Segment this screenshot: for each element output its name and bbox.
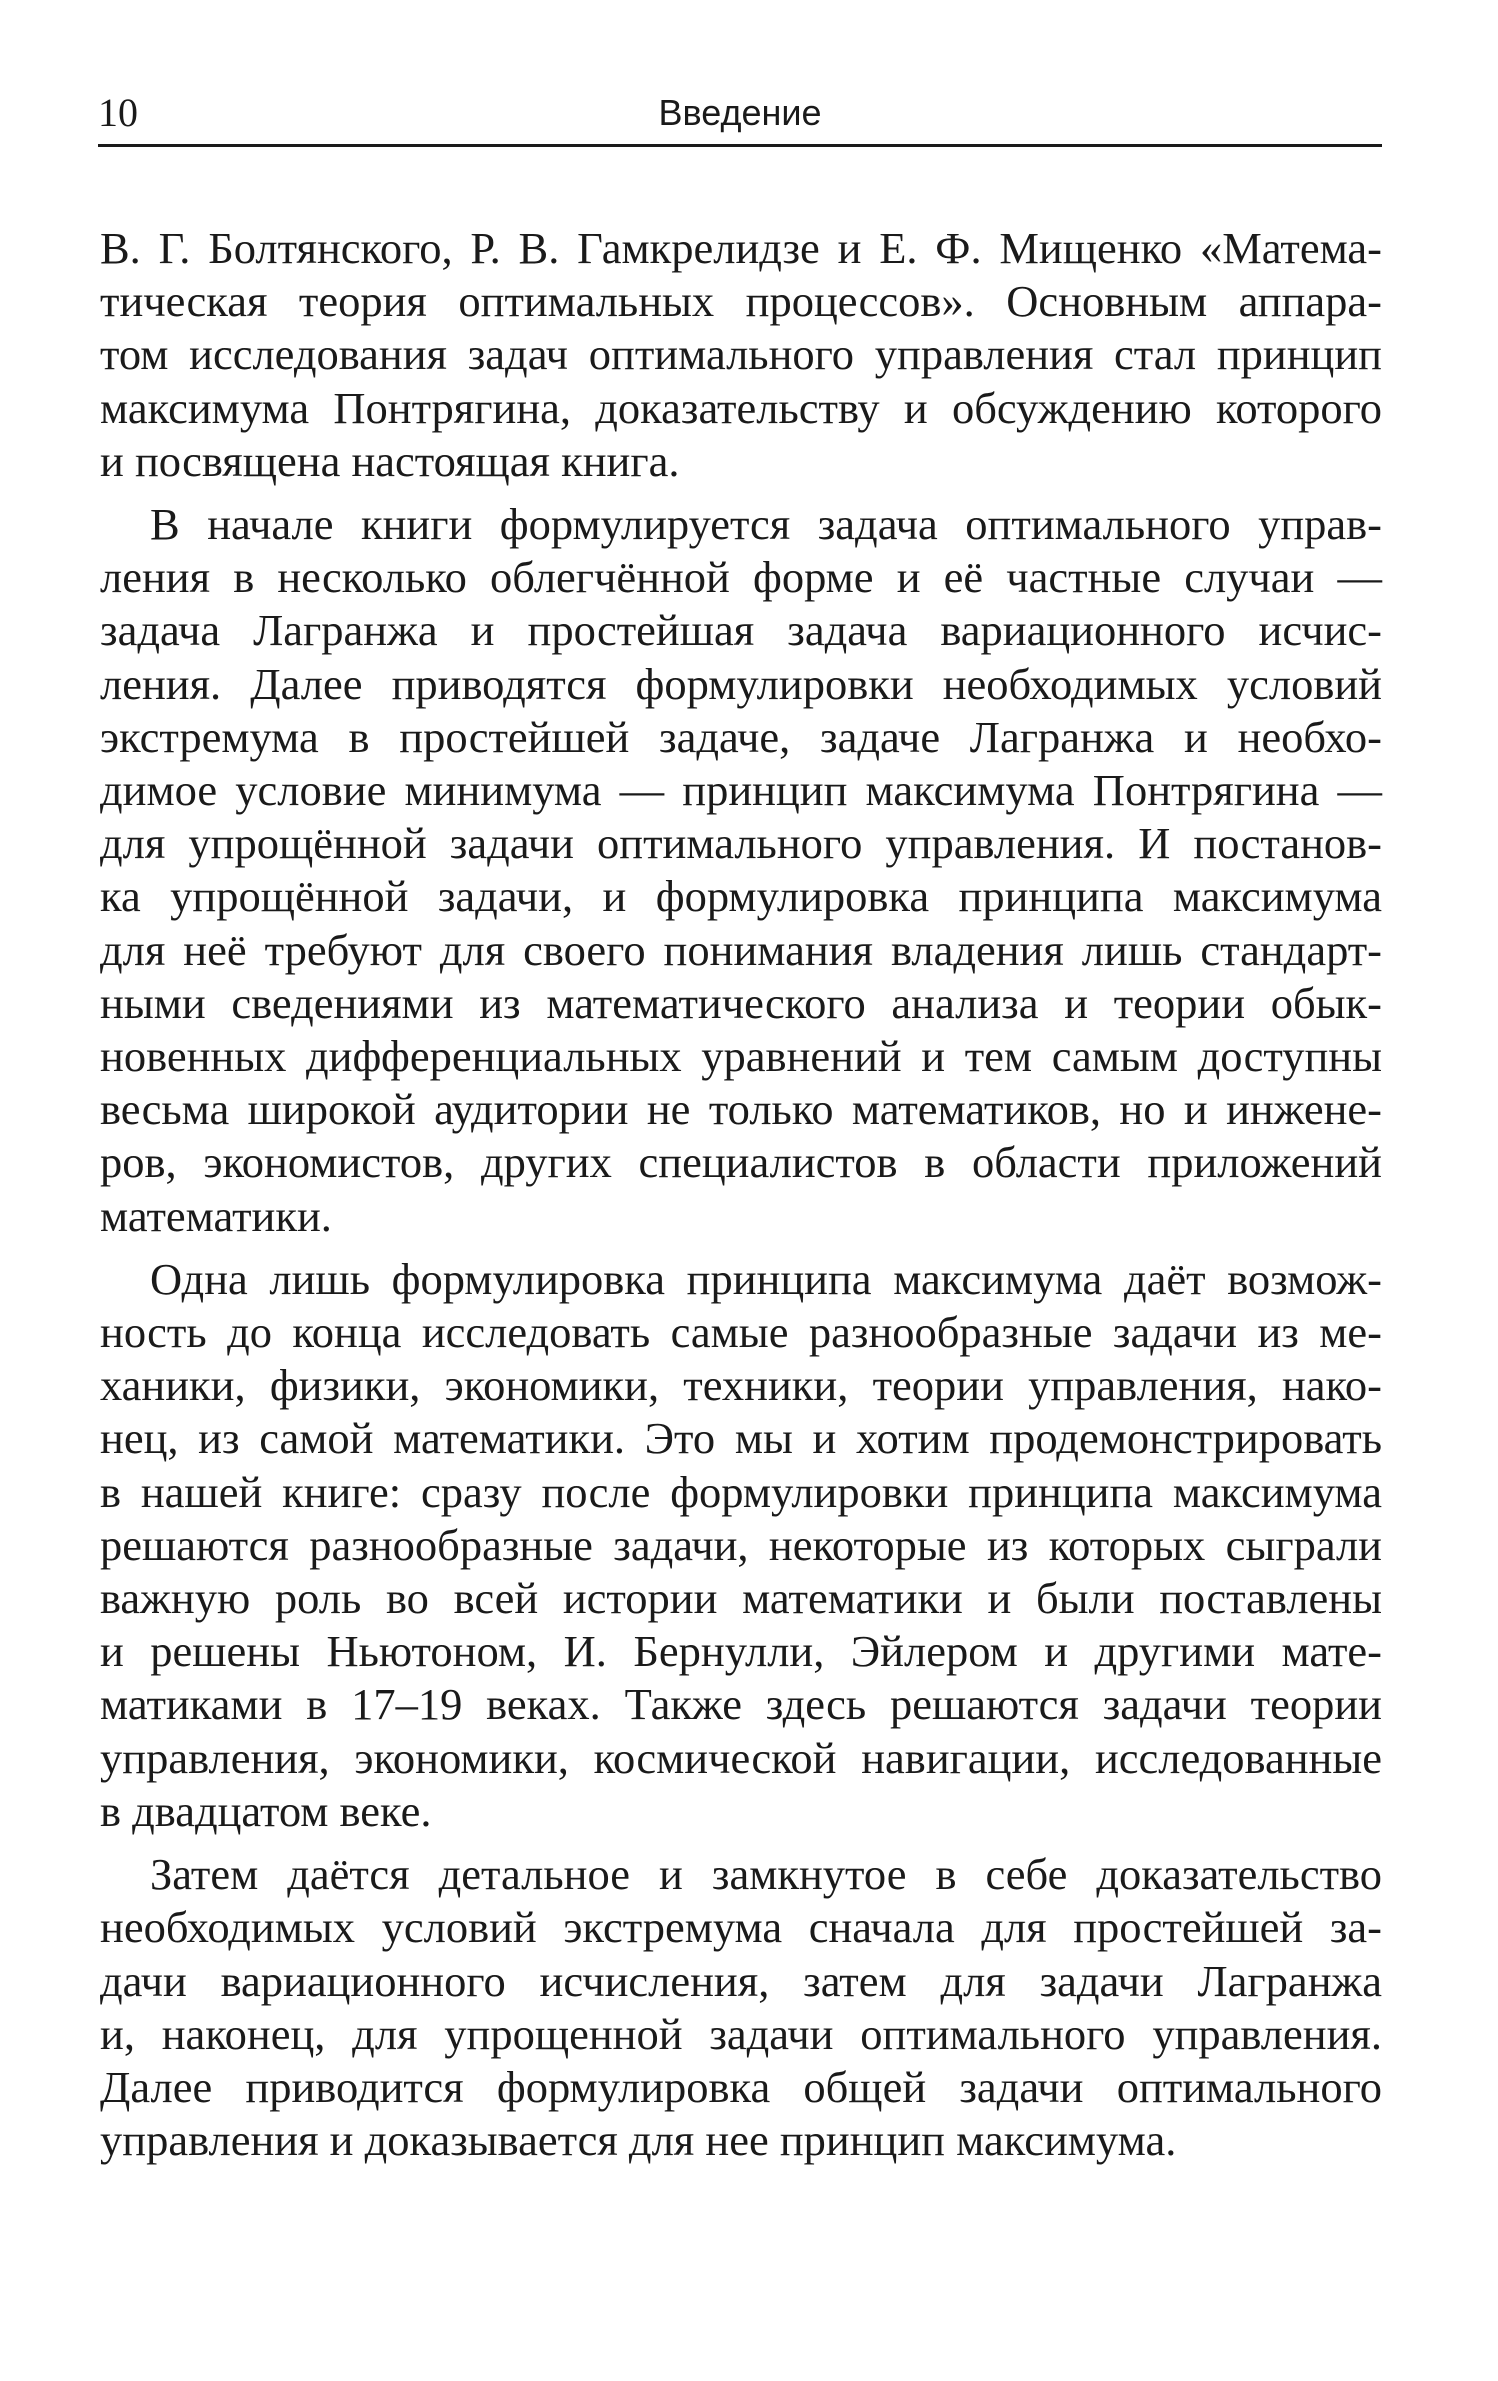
paragraph bbox=[100, 498, 1382, 1243]
text-line: В начале книги формулируется задача оптимального управ- bbox=[150, 499, 1382, 550]
text-line: и, наконец, для упрощенной задачи оптимального управления. bbox=[100, 2008, 1382, 2059]
text-line: ханики, физики, экономики, техники, теории управления, нако- bbox=[100, 1360, 1382, 1411]
text-line: тическая теория оптимальных процессов». Основным аппара- bbox=[100, 276, 1382, 327]
text-line: ров, экономистов, других специалистов в области приложений bbox=[100, 1137, 1382, 1188]
text-line: димое условие минимума — принцип максимума Понтрягина — bbox=[100, 765, 1382, 816]
text-line: математики. bbox=[100, 1190, 332, 1241]
body-text bbox=[100, 222, 1382, 2167]
text-line: новенных дифференциальных уравнений и тем самым доступны bbox=[100, 1031, 1382, 1082]
text-line: ка упрощённой задачи, и формулировка принципа максимума bbox=[100, 871, 1382, 922]
paragraph bbox=[100, 1848, 1382, 2167]
text-line: Одна лишь формулировка принципа максимума даёт возмож- bbox=[150, 1253, 1382, 1304]
paragraph bbox=[100, 1253, 1382, 1838]
text-line: ность до конца исследовать самые разнообразные задачи из ме- bbox=[100, 1307, 1382, 1358]
text-line: весьма широкой аудитории не только математиков, но и инжене- bbox=[100, 1084, 1382, 1135]
text-line: Затем даётся детальное и замкнутое в себе доказательство bbox=[150, 1849, 1382, 1900]
page-number: 10 bbox=[98, 90, 138, 135]
text-line: и посвящена настоящая книга. bbox=[100, 435, 680, 486]
text-line: управления и доказывается для нее принцип максимума. bbox=[100, 2115, 1177, 2166]
text-line: необходимых условий экстремума сначала для простейшей за- bbox=[100, 1902, 1382, 1953]
text-line: для упрощённой задачи оптимального управления. И постанов- bbox=[100, 818, 1382, 869]
text-line: в двадцатом веке. bbox=[100, 1785, 432, 1836]
running-head bbox=[98, 88, 1382, 147]
text-line: том исследования задач оптимального управления стал принцип bbox=[100, 329, 1382, 380]
text-line: дачи вариационного исчисления, затем для задачи Лагранжа bbox=[100, 1955, 1382, 2006]
text-line: Далее приводится формулировка общей задачи оптимального bbox=[100, 2061, 1382, 2112]
text-line: задача Лагранжа и простейшая задача вариационного исчис- bbox=[100, 605, 1382, 656]
text-line: в нашей книге: сразу после формулировки принципа максимума bbox=[100, 1466, 1382, 1517]
text-line: матиками в 17–19 веках. Также здесь решаются задачи теории bbox=[100, 1679, 1382, 1730]
text-line: экстремума в простейшей задаче, задаче Лагранжа и необхо- bbox=[100, 711, 1382, 762]
text-line: важную роль во всей истории математики и были поставлены bbox=[100, 1573, 1382, 1624]
text-line: В. Г. Болтянского, Р. В. Гамкрелидзе и Е. Ф. Мищенко «Матема- bbox=[100, 223, 1382, 273]
text-line: ления. Далее приводятся формулировки необходимых условий bbox=[100, 658, 1382, 709]
text-line: и решены Ньютоном, И. Бернулли, Эйлером и другими мате- bbox=[100, 1626, 1382, 1677]
paragraph bbox=[100, 222, 1382, 488]
text-line: управления, экономики, космической навигации, исследованные bbox=[100, 1732, 1382, 1783]
text-line: решаются разнообразные задачи, некоторые из которых сыграли bbox=[100, 1519, 1382, 1570]
running-title: Введение bbox=[658, 92, 822, 133]
text-line: нец, из самой математики. Это мы и хотим продемонстрировать bbox=[100, 1413, 1382, 1464]
text-line: ления в несколько облегчённой форме и её частные случаи — bbox=[100, 552, 1382, 603]
text-line: для неё требуют для своего понимания владения лишь стандарт- bbox=[100, 924, 1382, 975]
text-line: ными сведениями из математического анализа и теории обык- bbox=[100, 977, 1382, 1028]
text-line: максимума Понтрягина, доказательству и обсуждению которого bbox=[100, 382, 1382, 433]
